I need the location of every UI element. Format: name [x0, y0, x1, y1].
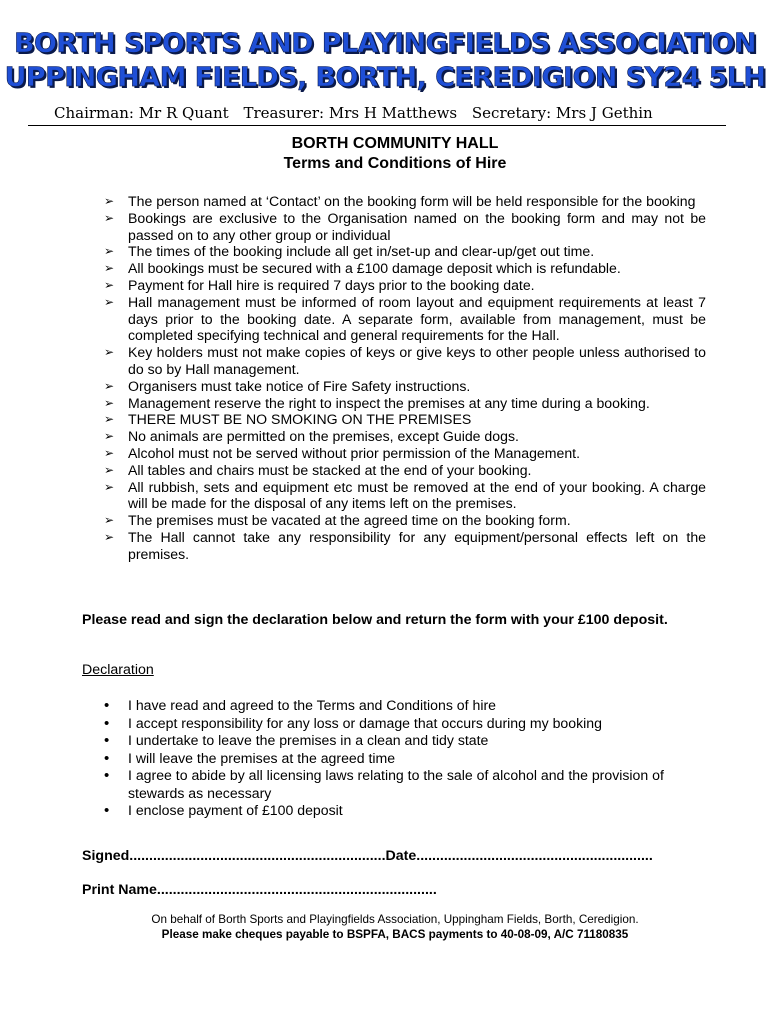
term-item: ➢ The premises must be vacated at the agreed time on the booking form. — [104, 512, 706, 529]
term-item: ➢ Hall management must be informed of room layout and equipment requirements at least 7 days prior to the booking date. A separate form, available from management, must be completed specifying technical and general requirements for the Hall. — [104, 294, 706, 344]
term-item: ➢ No animals are permitted on the premises, except Guide dogs. — [104, 428, 706, 445]
term-item: ➢ Payment for Hall hire is required 7 days prior to the booking date. — [104, 277, 706, 294]
terms-list — [104, 193, 706, 563]
declaration-item: • I enclose payment of £100 deposit — [104, 802, 714, 820]
term-item: ➢ Bookings are exclusive to the Organisation named on the booking form and may not be passed on to any other group or individual — [104, 210, 706, 244]
declaration-item: • I undertake to leave the premises in a clean and tidy state — [104, 732, 714, 750]
term-item: ➢ Alcohol must not be served without prior permission of the Management. — [104, 445, 706, 462]
declaration-item: • I accept responsibility for any loss or damage that occurs during my booking — [104, 715, 714, 733]
term-item: ➢ The Hall cannot take any responsibility for any equipment/personal effects left on the premises. — [104, 529, 706, 563]
term-item: ➢ Organisers must take notice of Fire Safety instructions. — [104, 378, 706, 395]
declaration-heading: Declaration — [82, 662, 154, 678]
footer-payment-info: Please make cheques payable to BSPFA, BACS payments to 40-08-09, A/C 71180835 — [161, 928, 629, 941]
term-item: ➢ The times of the booking include all get in/set-up and clear-up/get out time. — [104, 243, 706, 260]
secretary: Secretary: Mrs J Gethin — [471, 104, 653, 122]
declaration-item: • I will leave the premises at the agreed time — [104, 750, 714, 768]
declaration-item: • I agree to abide by all licensing laws relating to the sale of alcohol and the provision of stewards as necessary — [104, 767, 714, 802]
chairman: Chairman: Mr R Quant — [54, 104, 229, 122]
term-item: ➢ All rubbish, sets and equipment etc must be removed at the end of your booking. A charge will be made for the disposal of any items left on the premises. — [104, 479, 706, 513]
return-notice: Please read and sign the declaration below and return the form with your £100 deposit. — [82, 612, 668, 628]
document-title: BORTH COMMUNITY HALL — [291, 135, 499, 152]
print-name-line[interactable]: Print Name....................................................................... — [82, 882, 437, 898]
term-item: ➢ The person named at ‘Contact’ on the booking form will be held responsible for the booking — [104, 193, 706, 210]
association-name: BORTH SPORTS AND PLAYINGFIELDS ASSOCIATION — [14, 28, 756, 59]
signature-date-line[interactable]: Signed.................................................................Date............................................................ — [82, 848, 653, 864]
association-address: UPPINGHAM FIELDS, BORTH, CEREDIGION SY24 5LH — [4, 62, 766, 93]
term-item: ➢ Management reserve the right to inspect the premises at any time during a booking. — [104, 395, 706, 412]
footer-on-behalf: On behalf of Borth Sports and Playingfields Association, Uppingham Fields, Borth, Ceredigion. — [151, 913, 639, 926]
term-item: ➢ All tables and chairs must be stacked at the end of your booking. — [104, 462, 706, 479]
term-item: ➢ THERE MUST BE NO SMOKING ON THE PREMISES — [104, 411, 706, 428]
document-subtitle: Terms and Conditions of Hire — [283, 155, 507, 172]
declaration-item: • I have read and agreed to the Terms and Conditions of hire — [104, 697, 714, 715]
term-item: ➢ All bookings must be secured with a £100 damage deposit which is refundable. — [104, 260, 706, 277]
declaration-list — [104, 697, 714, 820]
officers-line — [28, 104, 726, 126]
term-item: ➢ Key holders must not make copies of keys or give keys to other people unless authorised to do so by Hall management. — [104, 344, 706, 378]
treasurer: Treasurer: Mrs H Matthews — [243, 104, 458, 122]
